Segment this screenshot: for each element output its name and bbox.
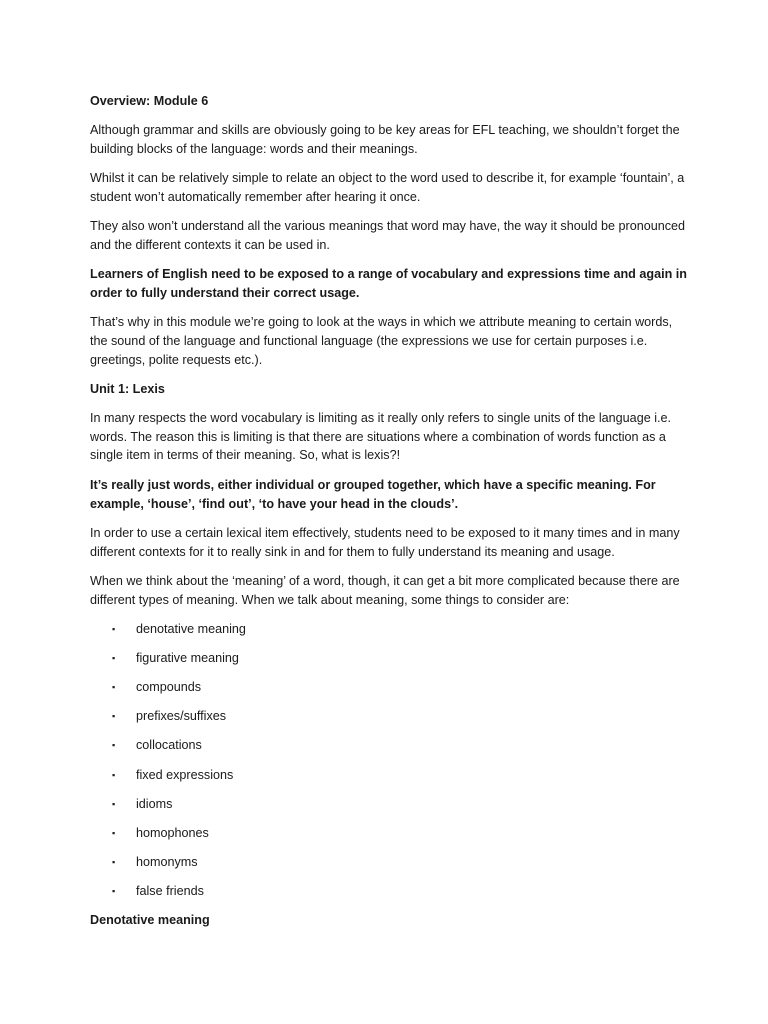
- list-item: [90, 882, 690, 901]
- bullet-icon: ▪: [112, 827, 116, 838]
- section-heading: Denotative meaning: [90, 912, 210, 927]
- intro-paragraph: Whilst it can be relatively simple to relate an object to the word used to describe it, for example ‘fountain’, a student won’t automatically remember after hearing it once.: [90, 170, 685, 204]
- list-item-label: idioms: [136, 796, 173, 811]
- list-item-label: compounds: [136, 680, 202, 695]
- bold-statement-exposure: Learners of English need to be exposed to a range of vocabulary and expressions time and again in order to fully understand their correct usage.: [90, 267, 687, 300]
- list-item-label: denotative meaning: [136, 622, 246, 637]
- bullet-icon: ▪: [112, 769, 116, 780]
- meaning-types-list: [90, 620, 690, 901]
- list-item-label: fixed expressions: [136, 767, 234, 782]
- intro-paragraph: Although grammar and skills are obviously going to be key areas for EFL teaching, we shouldn’t forget the building blocks of the language: words and their meanings.: [90, 122, 680, 156]
- list-item: [90, 678, 690, 697]
- bullet-icon: ▪: [112, 740, 116, 751]
- module-paragraph: That’s why in this module we’re going to look at the ways in which we attribute meaning to certain words, the sound of the language and functional language (the expressions we use for certain purposes i.e. greetings, polite requests etc.).: [90, 315, 673, 367]
- bullet-icon: ▪: [112, 653, 116, 664]
- list-item-label: false friends: [136, 883, 204, 898]
- intro-paragraph: They also won’t understand all the various meanings that word may have, the way it should be pronounced and the different contexts it can be used in.: [90, 218, 686, 252]
- bullet-icon: ▪: [112, 885, 116, 896]
- usage-paragraph: In order to use a certain lexical item effectively, students need to be exposed to it many times and in many different contexts for it to really sink in and for them to fully understand its meaning and usage.: [90, 525, 680, 559]
- list-item: [90, 736, 690, 755]
- list-item-label: homophones: [136, 825, 209, 840]
- bullet-icon: ▪: [112, 711, 116, 722]
- document-page: [90, 92, 690, 930]
- meaning-paragraph: When we think about the ‘meaning’ of a word, though, it can get a bit more complicated because there are different types of meaning. When we talk about meaning, some things to consider are:: [90, 573, 680, 607]
- list-item: [90, 853, 690, 872]
- page-title: Overview: Module 6: [90, 94, 209, 108]
- list-item: [90, 766, 690, 785]
- lexis-paragraph: In many respects the word vocabulary is limiting as it really only refers to single units of the language i.e. words. The reason this is limiting is that there are situations where a combination of words function as a single item in terms of their meaning. So, what is lexis?!: [90, 410, 671, 463]
- list-item-label: homonyms: [136, 854, 198, 869]
- bullet-icon: ▪: [112, 624, 116, 635]
- bullet-icon: ▪: [112, 682, 116, 693]
- list-item-label: collocations: [136, 738, 202, 753]
- list-item-label: prefixes/suffixes: [136, 709, 227, 724]
- bullet-icon: ▪: [112, 856, 116, 867]
- bullet-icon: ▪: [112, 798, 116, 809]
- list-item: [90, 795, 690, 814]
- list-item: [90, 707, 690, 726]
- bold-statement-lexis-definition: It’s really just words, either individual or grouped together, which have a specific meaning. For example, ‘house’, ‘find out’, ‘to have your head in the clouds’.: [90, 477, 656, 511]
- list-item-label: figurative meaning: [136, 651, 239, 666]
- unit-heading: Unit 1: Lexis: [90, 382, 165, 397]
- list-item: [90, 649, 690, 668]
- list-item: [90, 824, 690, 843]
- list-item: [90, 620, 690, 639]
